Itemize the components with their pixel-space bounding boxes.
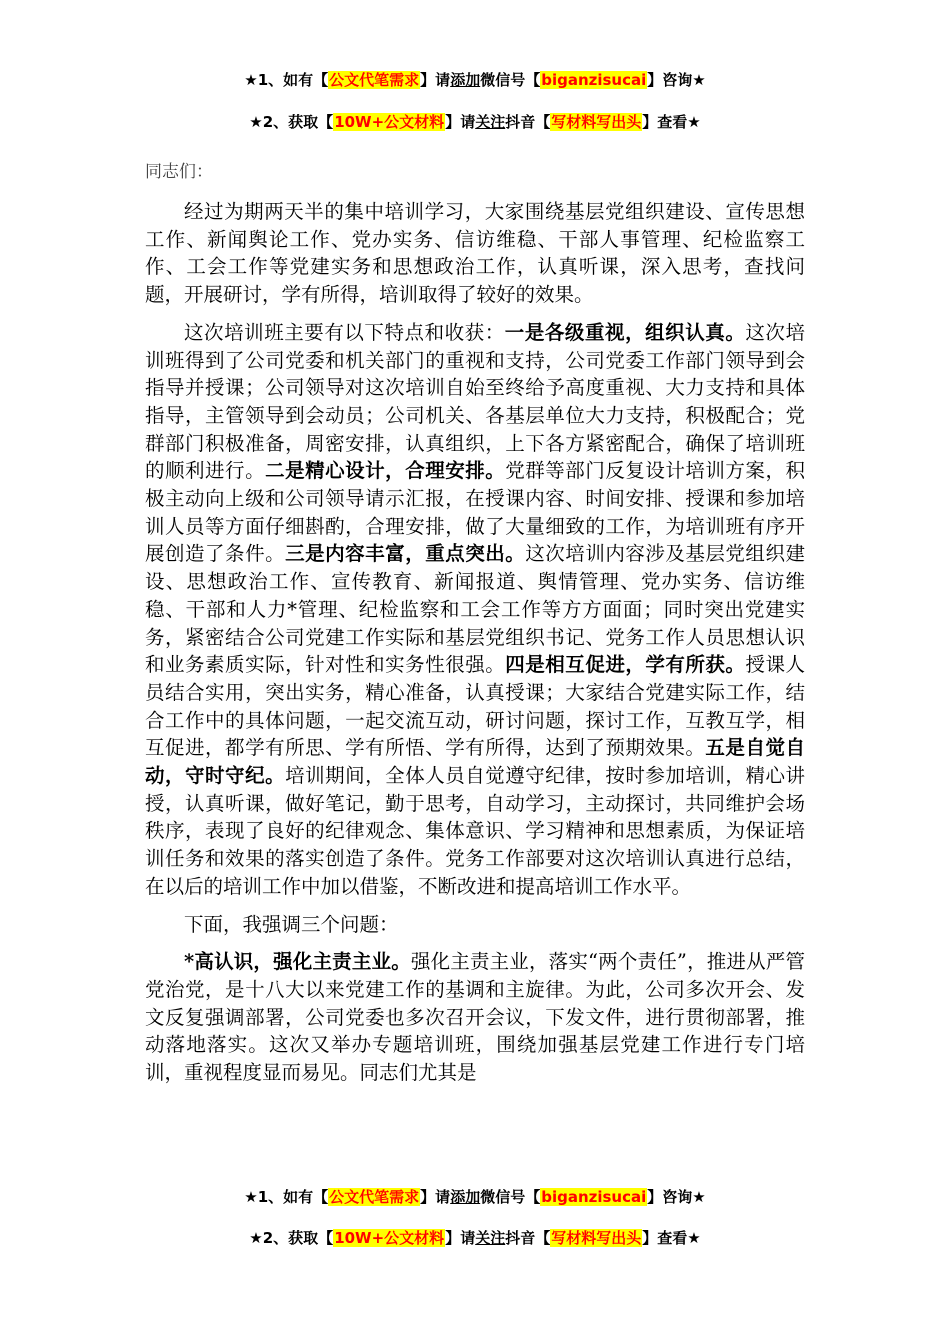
banner-line-2: ★2、获取【10W+公文材料】请关注抖音【写材料写出头】查看★: [249, 113, 701, 131]
banner-line-1: ★1、如有【公文代笔需求】请添加微信号【biganzisucai】咨询★: [244, 71, 706, 89]
paragraph-1: 经过为期两天半的集中培训学习，大家围绕基层党组织建设、宣传思想工作、新闻舆论工作、党办实务、信访维稳、干部人事管理、纪检监察工作、工会工作等党建实务和思想政治工作，认真听课，深入思考，查找问题，开展研讨，学有所得，培训取得了较好的效果。: [145, 200, 805, 307]
highlight-ghostwriting: 公文代笔需求: [329, 71, 420, 89]
document-body: [145, 198, 805, 1097]
banner-line-2-bottom: ★2、获取【10W+公文材料】请关注抖音【写材料写出头】查看★: [249, 1229, 701, 1247]
banner-line-1-bottom: ★1、如有【公文代笔需求】请添加微信号【biganzisucai】咨询★: [244, 1188, 706, 1206]
paragraph-3: 下面，我强调三个问题：: [184, 912, 399, 936]
highlight-douyin: 写材料写出头: [551, 113, 642, 131]
paragraph-2: 这次培训班主要有以下特点和收获：一是各级重视，组织认真。这次培训班得到了公司党委和机关部门的重视和支持，公司党委工作部门领导到会指导并授课；公司领导对这次培训自始至终给予高度重视、大力支持和具体指导，主管领导到会动员；公司机关、各基层单位大力支持，积极配合；党群部门积极准备，周密安排，认真组织，上下各方紧密配合，确保了培训班的顺利进行。二是精心设计，合理安排。党群等部门反复设计培训方案，积极主动向上级和公司领导请示汇报，在授课内容、时间安排、授课和参加培训人员等方面仔细斟酌，合理安排，做了大量细致的工作，为培训班有序开展创造了条件。三是内容丰富，重点突出。这次培训内容涉及基层党组织建设、思想政治工作、宣传教育、新闻报道、舆情管理、党办实务、信访维稳、干部和人力*管理、纪检监察和工会工作等方方面面；同时突出党建实务，紧密结合公司党建工作实际和基层党组织书记、党务工作人员思想认识和业务素质实际，针对性和实务性很强。四是相互促进，学有所获。授课人员结合实用，突出实务，精心准备，认真授课；大家结合党建实际工作，结合工作中的具体问题，一起交流互动，研讨问题，探讨工作，互教互学，相互促进，都学有所思、学有所悟、学有所得，达到了预期效果。五是自觉自动，守时守纪。培训期间，全体人员自觉遵守纪律，按时参加培训，精心讲授，认真听课，做好笔记，勤于思考，自动学习，主动探讨，共同维护会场秩序，表现了良好的纪律观念、集体意识、学习精神和思想素质，为保证培训任务和效果的落实创造了条件。党务工作部要对这次培训认真进行总结，在以后的培训工作中加以借鉴，不断改进和提高培训工作水平。: [145, 320, 805, 898]
highlight-wechat-id: biganzisucai: [541, 71, 647, 89]
highlight-materials: 10W+公文材料: [334, 113, 445, 131]
greeting: 同志们：: [145, 162, 213, 182]
paragraph-4: *高认识，强化主责主业。强化主责主业，落实“两个责任”，推进从严管党治党，是十八大以来党建工作的基调和主旋律。为此，公司多次开会、发文反复强调部署，公司党委也多次召开会议，下发文件，进行贯彻部署，推动落地落实。这次又举办专题培训班，围绕加强基层党建工作进行专门培训，重视程度显而易见。同志们尤其是: [145, 950, 805, 1085]
